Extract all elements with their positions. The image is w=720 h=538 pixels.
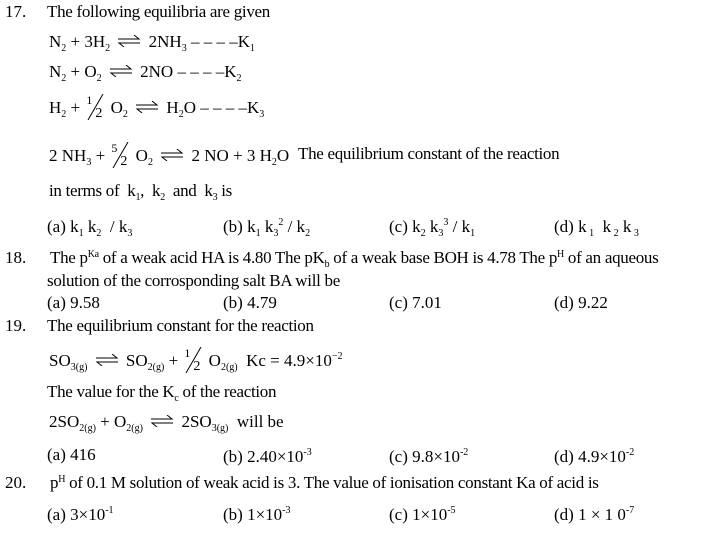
target-reaction: 2 $NH_3$ + 5 2 $O_2$ 2 NO + 3 $H_2O$	[49, 141, 290, 169]
option-c[interactable]: (c) $1\times 10^{-5}$	[389, 505, 456, 524]
question-number: 18.	[5, 248, 27, 267]
option-d[interactable]: (d) k $_1$ k $_2$ k $_3$	[554, 217, 639, 239]
equilibrium-arrow-icon	[109, 65, 133, 77]
question-number: 17.	[5, 2, 27, 21]
option-c[interactable]: (c) $9.8\times 10^{-2}$	[389, 447, 469, 466]
equilibrium-arrow-icon	[150, 415, 174, 427]
question-number: 20.	[5, 473, 27, 492]
question-text: $p^H$ of 0.1 M solution of weak acid is 3. The value of ionisation constant Ka of acid is	[50, 473, 599, 492]
question-kc-line: The value for the $K_c$ of the reaction	[47, 382, 277, 404]
question-number: 19.	[5, 316, 27, 335]
equilibrium-arrow-icon	[135, 101, 159, 113]
reaction-1: $SO_{3(g)}$ $SO_{2(g)}$ + 1 2 $O_{2(g)}$ $Kc = 4.9\times 10^{-2}$	[49, 346, 343, 374]
question-intro: The following equilibria are given	[47, 2, 271, 21]
fraction-five-halves: 5 2	[111, 141, 128, 169]
option-a[interactable]: (a) $3\times 10^{-1}$	[47, 505, 114, 524]
equation-3: $H_2$ + 1 2 $O_2$ $H_2O$ – – – $-K_3$	[49, 93, 265, 121]
equilibrium-arrow-icon	[117, 35, 141, 47]
option-c[interactable]: (c) $k_2$ $k_3^3 / k_1$	[389, 217, 476, 239]
option-b[interactable]: (b) $2.40\times 10^{-3}$	[223, 447, 312, 466]
equation-1: $N_2 + 3H_2$ $2NH_3$ – – – $-K_1$	[49, 32, 255, 54]
question-text: The equilibrium constant of the reaction	[298, 144, 560, 163]
reaction-2: $2SO_{2(g)} + O_{2(g)}$ $2SO_{3(g)}$ will be	[49, 412, 284, 434]
option-a[interactable]: (a) 416	[47, 445, 96, 464]
option-a[interactable]: (a) $k_1$ $k_2 / k_3$	[47, 217, 133, 239]
fraction-one-half: 1 2	[184, 346, 201, 374]
option-d[interactable]: (d) 1 × 1 $0^{-7}$	[554, 505, 635, 524]
question-line-1: The $p^{Ka}$ of a weak acid HA is 4.80 The $pK_b$ of a weak base BOH is 4.78 The $p^H$ of an aqueous	[50, 248, 659, 270]
equilibrium-arrow-icon	[160, 149, 184, 161]
equilibrium-arrow-icon	[95, 354, 119, 366]
option-a[interactable]: (a) 9.58	[47, 293, 100, 312]
question-text-2: in terms of $k_1$, $k_2$ and $k_3$ is	[49, 181, 232, 203]
equation-2: $N_2 + O_2$ 2NO – – – $-K_2$	[49, 62, 242, 84]
option-d[interactable]: (d) 9.22	[554, 293, 608, 312]
question-intro: The equilibrium constant for the reaction	[47, 316, 314, 335]
option-b[interactable]: (b) $k_1$ $k_3^2 / k_2$	[223, 217, 311, 239]
option-c[interactable]: (c) 7.01	[389, 293, 442, 312]
fraction-one-half: 1 2	[86, 93, 103, 121]
option-b[interactable]: (b) 4.79	[223, 293, 277, 312]
question-line-2: solution of the corrosponding salt BA will be	[47, 271, 340, 290]
option-b[interactable]: (b) $1\times 10^{-3}$	[223, 505, 291, 524]
option-d[interactable]: (d) $4.9\times 10^{-2}$	[554, 447, 635, 466]
